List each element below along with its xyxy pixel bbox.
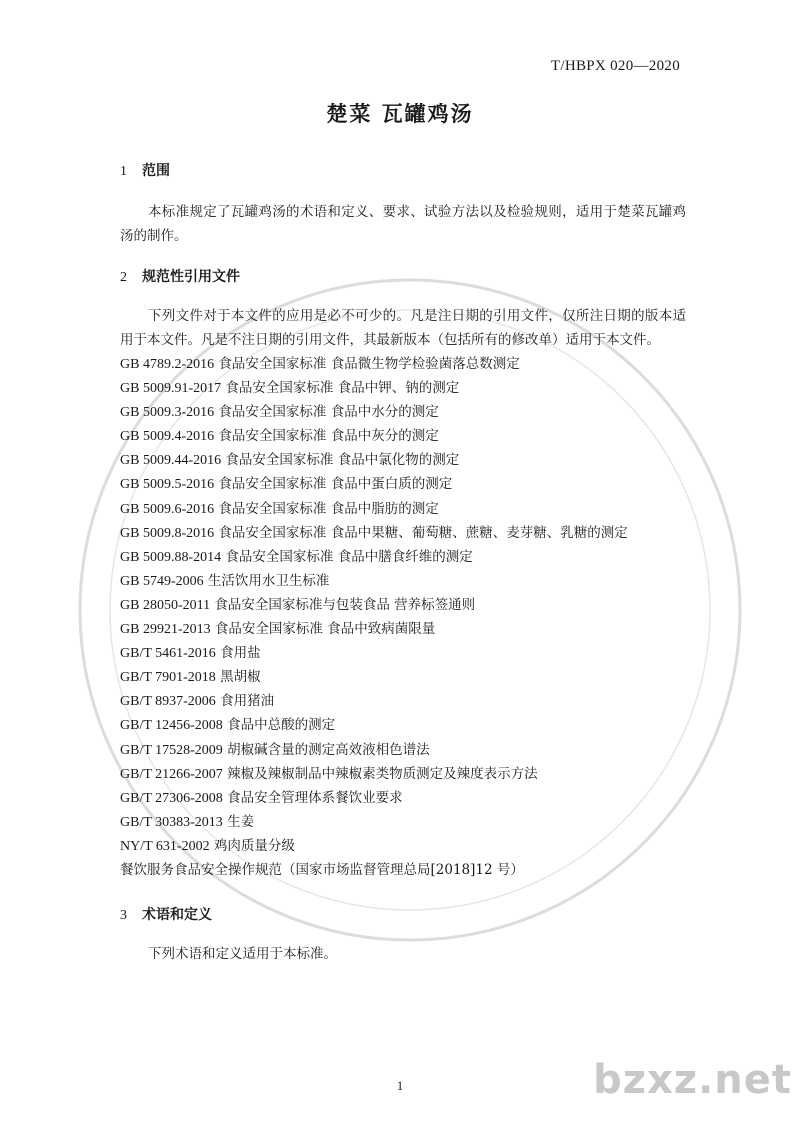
reference-code: NY/T 631-2002 xyxy=(120,838,210,854)
reference-title: 食品安全国家标准 食品中水分的测定 xyxy=(218,404,439,421)
document-title: 楚菜 瓦罐鸡汤 xyxy=(326,102,474,126)
site-watermark: bzxz.net xyxy=(593,1057,792,1103)
reference-code: GB/T 8937-2006 xyxy=(120,694,216,710)
reference-item xyxy=(120,834,700,858)
reference-code: GB/T 30383-2013 xyxy=(120,814,223,830)
reference-item xyxy=(120,424,700,448)
reference-item xyxy=(120,376,700,400)
reference-code: GB 5009.4-2016 xyxy=(120,429,215,445)
document-number: T/HBPX 020—2020 xyxy=(550,58,680,74)
reference-item xyxy=(120,713,700,737)
reference-title: 鸡肉质量分级 xyxy=(213,837,295,854)
reference-item xyxy=(120,786,700,810)
reference-code: GB 5009.44-2016 xyxy=(120,453,222,469)
reference-item xyxy=(120,665,700,689)
reference-code: GB 5009.91-2017 xyxy=(120,381,222,397)
reference-code: GB 5009.6-2016 xyxy=(120,501,215,517)
reference-code: GB 28050-2011 xyxy=(120,597,211,613)
reference-title: 食品安全国家标准 食品中氯化物的测定 xyxy=(225,452,460,469)
reference-item xyxy=(120,545,700,569)
reference-title: 食品安全管理体系餐饮业要求 xyxy=(227,789,403,806)
reference-item xyxy=(120,689,700,713)
reference-code: GB/T 7901-2018 xyxy=(120,670,216,686)
section-1-paragraph: 本标准规定了瓦罐鸡汤的术语和定义、要求、试验方法以及检验规则，适用于楚菜瓦罐鸡汤的制作。 xyxy=(120,204,686,244)
reference-title: 食品安全国家标准 食品中钾、钠的测定 xyxy=(225,380,460,397)
reference-title: 食品安全国家标准 食品中蛋白质的测定 xyxy=(218,476,453,493)
reference-code: GB/T 27306-2008 xyxy=(120,790,223,806)
section-title: 规范性引用文件 xyxy=(142,269,240,285)
reference-title: 食用盐 xyxy=(220,645,261,662)
section-3-paragraph: 下列术语和定义适用于本标准。 xyxy=(148,946,337,962)
reference-code: GB 5009.3-2016 xyxy=(120,405,215,421)
reference-code: GB 5009.8-2016 xyxy=(120,525,215,541)
section-2-heading xyxy=(120,266,240,286)
reference-title: 餐饮服务食品安全操作规范（国家市场监督管理总局[2018]12 号） xyxy=(120,861,524,878)
reference-code: GB/T 21266-2007 xyxy=(120,766,223,782)
reference-item xyxy=(120,858,700,882)
reference-item xyxy=(120,497,700,521)
reference-item xyxy=(120,641,700,665)
section-number: 1 xyxy=(120,164,127,179)
reference-item xyxy=(120,352,700,376)
reference-code: GB 5749-2006 xyxy=(120,573,204,589)
reference-code: GB 4789.2-2016 xyxy=(120,357,215,372)
reference-code: GB/T 12456-2008 xyxy=(120,718,223,734)
section-3-heading xyxy=(120,904,212,924)
reference-code: GB/T 5461-2016 xyxy=(120,646,216,662)
reference-item xyxy=(120,593,700,617)
section-number: 2 xyxy=(120,270,127,285)
reference-list xyxy=(120,352,700,882)
reference-title: 食品安全国家标准 食品中脂肪的测定 xyxy=(218,500,439,517)
reference-item xyxy=(120,448,700,472)
reference-title: 食品中总酸的测定 xyxy=(227,717,336,734)
reference-title: 食品安全国家标准 食品中致病菌限量 xyxy=(214,621,436,638)
reference-item xyxy=(120,617,700,641)
reference-title: 黑胡椒 xyxy=(220,669,261,686)
reference-title: 食品安全国家标准 食品中膳食纤维的测定 xyxy=(225,548,473,565)
reference-item xyxy=(120,521,700,545)
reference-code: GB 29921-2013 xyxy=(120,622,211,638)
reference-code: GB/T 17528-2009 xyxy=(120,742,223,758)
reference-item xyxy=(120,762,700,786)
reference-title: 生姜 xyxy=(227,813,255,830)
reference-item xyxy=(120,472,700,496)
reference-item xyxy=(120,400,700,424)
reference-title: 食品安全国家标准 食品微生物学检验菌落总数测定 xyxy=(218,356,520,372)
page-number: 1 xyxy=(396,1078,404,1093)
reference-title: 食品安全国家标准 食品中灰分的测定 xyxy=(218,428,439,445)
reference-item xyxy=(120,738,700,762)
reference-title: 胡椒碱含量的测定高效液相色谱法 xyxy=(227,741,430,758)
reference-item xyxy=(120,810,700,834)
reference-title: 食品安全国家标准与包装食品 营养标签通则 xyxy=(214,596,476,613)
reference-code: GB 5009.88-2014 xyxy=(120,549,222,565)
reference-code: GB 5009.5-2016 xyxy=(120,477,215,493)
reference-title: 生活饮用水卫生标准 xyxy=(207,572,330,589)
section-1-heading xyxy=(120,160,170,180)
reference-title: 辣椒及辣椒制品中辣椒素类物质测定及辣度表示方法 xyxy=(227,765,538,782)
section-2-paragraph: 下列文件对于本文件的应用是必不可少的。凡是注日期的引用文件，仅所注日期的版本适用于本文件。凡是不注日期的引用文件，其最新版本（包括所有的修改单）适用于本文件。 xyxy=(120,308,686,348)
section-title: 术语和定义 xyxy=(142,907,212,923)
reference-title: 食品安全国家标准 食品中果糖、葡萄糖、蔗糖、麦芽糖、乳糖的测定 xyxy=(218,524,628,541)
reference-title: 食用猪油 xyxy=(220,693,275,710)
reference-item xyxy=(120,569,700,593)
section-title: 范围 xyxy=(142,163,170,179)
section-number: 3 xyxy=(120,908,127,923)
